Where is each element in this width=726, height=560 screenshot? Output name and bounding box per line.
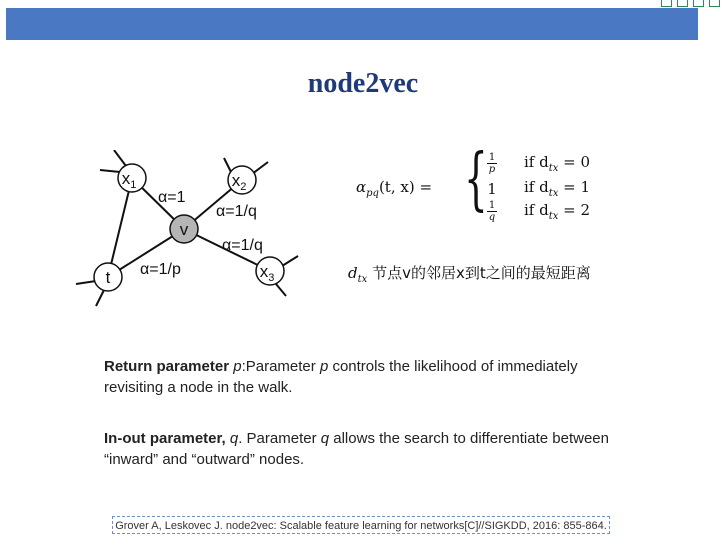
param-text: :Parameter (241, 358, 320, 375)
formula-fraction (482, 200, 502, 223)
stub (76, 281, 96, 284)
cond-sub: tx (548, 163, 559, 174)
stub (96, 290, 104, 306)
cond-prefix: if d (524, 201, 549, 219)
header-bar (6, 8, 698, 40)
formula-brace: { (464, 140, 488, 219)
node-x1-sub: 1 (130, 179, 137, 191)
dtx-definition (348, 262, 591, 285)
dtx-sub: tx (357, 274, 368, 285)
frac-den: q (488, 212, 496, 223)
param-text: allows the search to differentiate between “inward” and “outward” nodes. (104, 430, 609, 468)
edge-label-t-v: α=1/p (140, 261, 181, 278)
edge-label-v-x3: α=1/q (222, 237, 263, 254)
formula-case (482, 200, 590, 223)
top-strip (0, 0, 726, 8)
formula-fraction (482, 152, 502, 175)
corner-icon (677, 0, 688, 7)
node-x2-sub: 2 (240, 181, 247, 193)
stub (282, 256, 298, 266)
formula-condition (524, 153, 590, 174)
stub (114, 150, 126, 166)
formula-alpha-sub: pq (366, 188, 379, 199)
cond-prefix: if d (524, 178, 549, 196)
formula-case (482, 152, 590, 175)
cond-sub: tx (548, 211, 559, 222)
graph-diagram (70, 150, 310, 310)
inout-parameter-heading: In-out parameter, (104, 430, 226, 447)
cond-suffix: = 2 (558, 201, 591, 219)
node-x2-label: x (231, 171, 241, 190)
citation-box: Grover A, Leskovec J. node2vec: Scalable feature learning for networks[C]//SIGKDD, 2016: 855-864. (112, 516, 610, 534)
formula-condition (524, 201, 590, 222)
param-text: . Parameter (238, 430, 321, 447)
edge-t-x1 (108, 178, 132, 277)
formula-condition (524, 178, 590, 199)
alpha-formula (356, 140, 636, 226)
param-var: q (320, 430, 330, 447)
cond-sub: tx (548, 188, 559, 199)
param-var: p (319, 358, 329, 375)
dtx-d: d (348, 264, 358, 282)
cond-prefix: if d (524, 153, 549, 171)
node-t-label: t (105, 268, 111, 287)
stub (100, 170, 120, 172)
return-parameter-heading: Return parameter (104, 358, 230, 375)
inout-parameter-paragraph (104, 428, 624, 470)
node-x3-label: x (259, 262, 269, 281)
node-x1-label: x (121, 169, 131, 188)
slide-title: node2vec (307, 68, 419, 99)
edge-label-v-x2: α=1/q (216, 203, 257, 220)
formula-lhs (356, 178, 432, 199)
corner-icons (661, 0, 720, 8)
cond-suffix: = 0 (558, 153, 591, 171)
formula-value: 1 (487, 179, 497, 198)
param-text: controls the likelihood of immediately revisiting a node in the walk. (104, 358, 578, 396)
corner-icon (709, 0, 720, 7)
node-x3-sub: 3 (268, 272, 275, 284)
dtx-symbol (348, 264, 368, 285)
formula-alpha: α (356, 178, 367, 196)
param-var: p (229, 358, 242, 375)
param-var: q (225, 430, 239, 447)
corner-icon (661, 0, 672, 7)
formula-args: (t, x) = (378, 178, 433, 196)
return-parameter-paragraph (104, 356, 624, 398)
frac-den: p (488, 164, 496, 175)
corner-icon (693, 0, 704, 7)
node-v-label: v (179, 220, 189, 239)
formula-case (482, 178, 590, 199)
frac-num: 1 (488, 200, 496, 211)
cond-suffix: = 1 (558, 178, 591, 196)
stub (276, 284, 286, 296)
dtx-text: 节点v的邻居x到t之间的最短距离 (372, 264, 591, 282)
frac-num: 1 (488, 152, 496, 163)
edge-label-x1-v: α=1 (158, 189, 186, 206)
